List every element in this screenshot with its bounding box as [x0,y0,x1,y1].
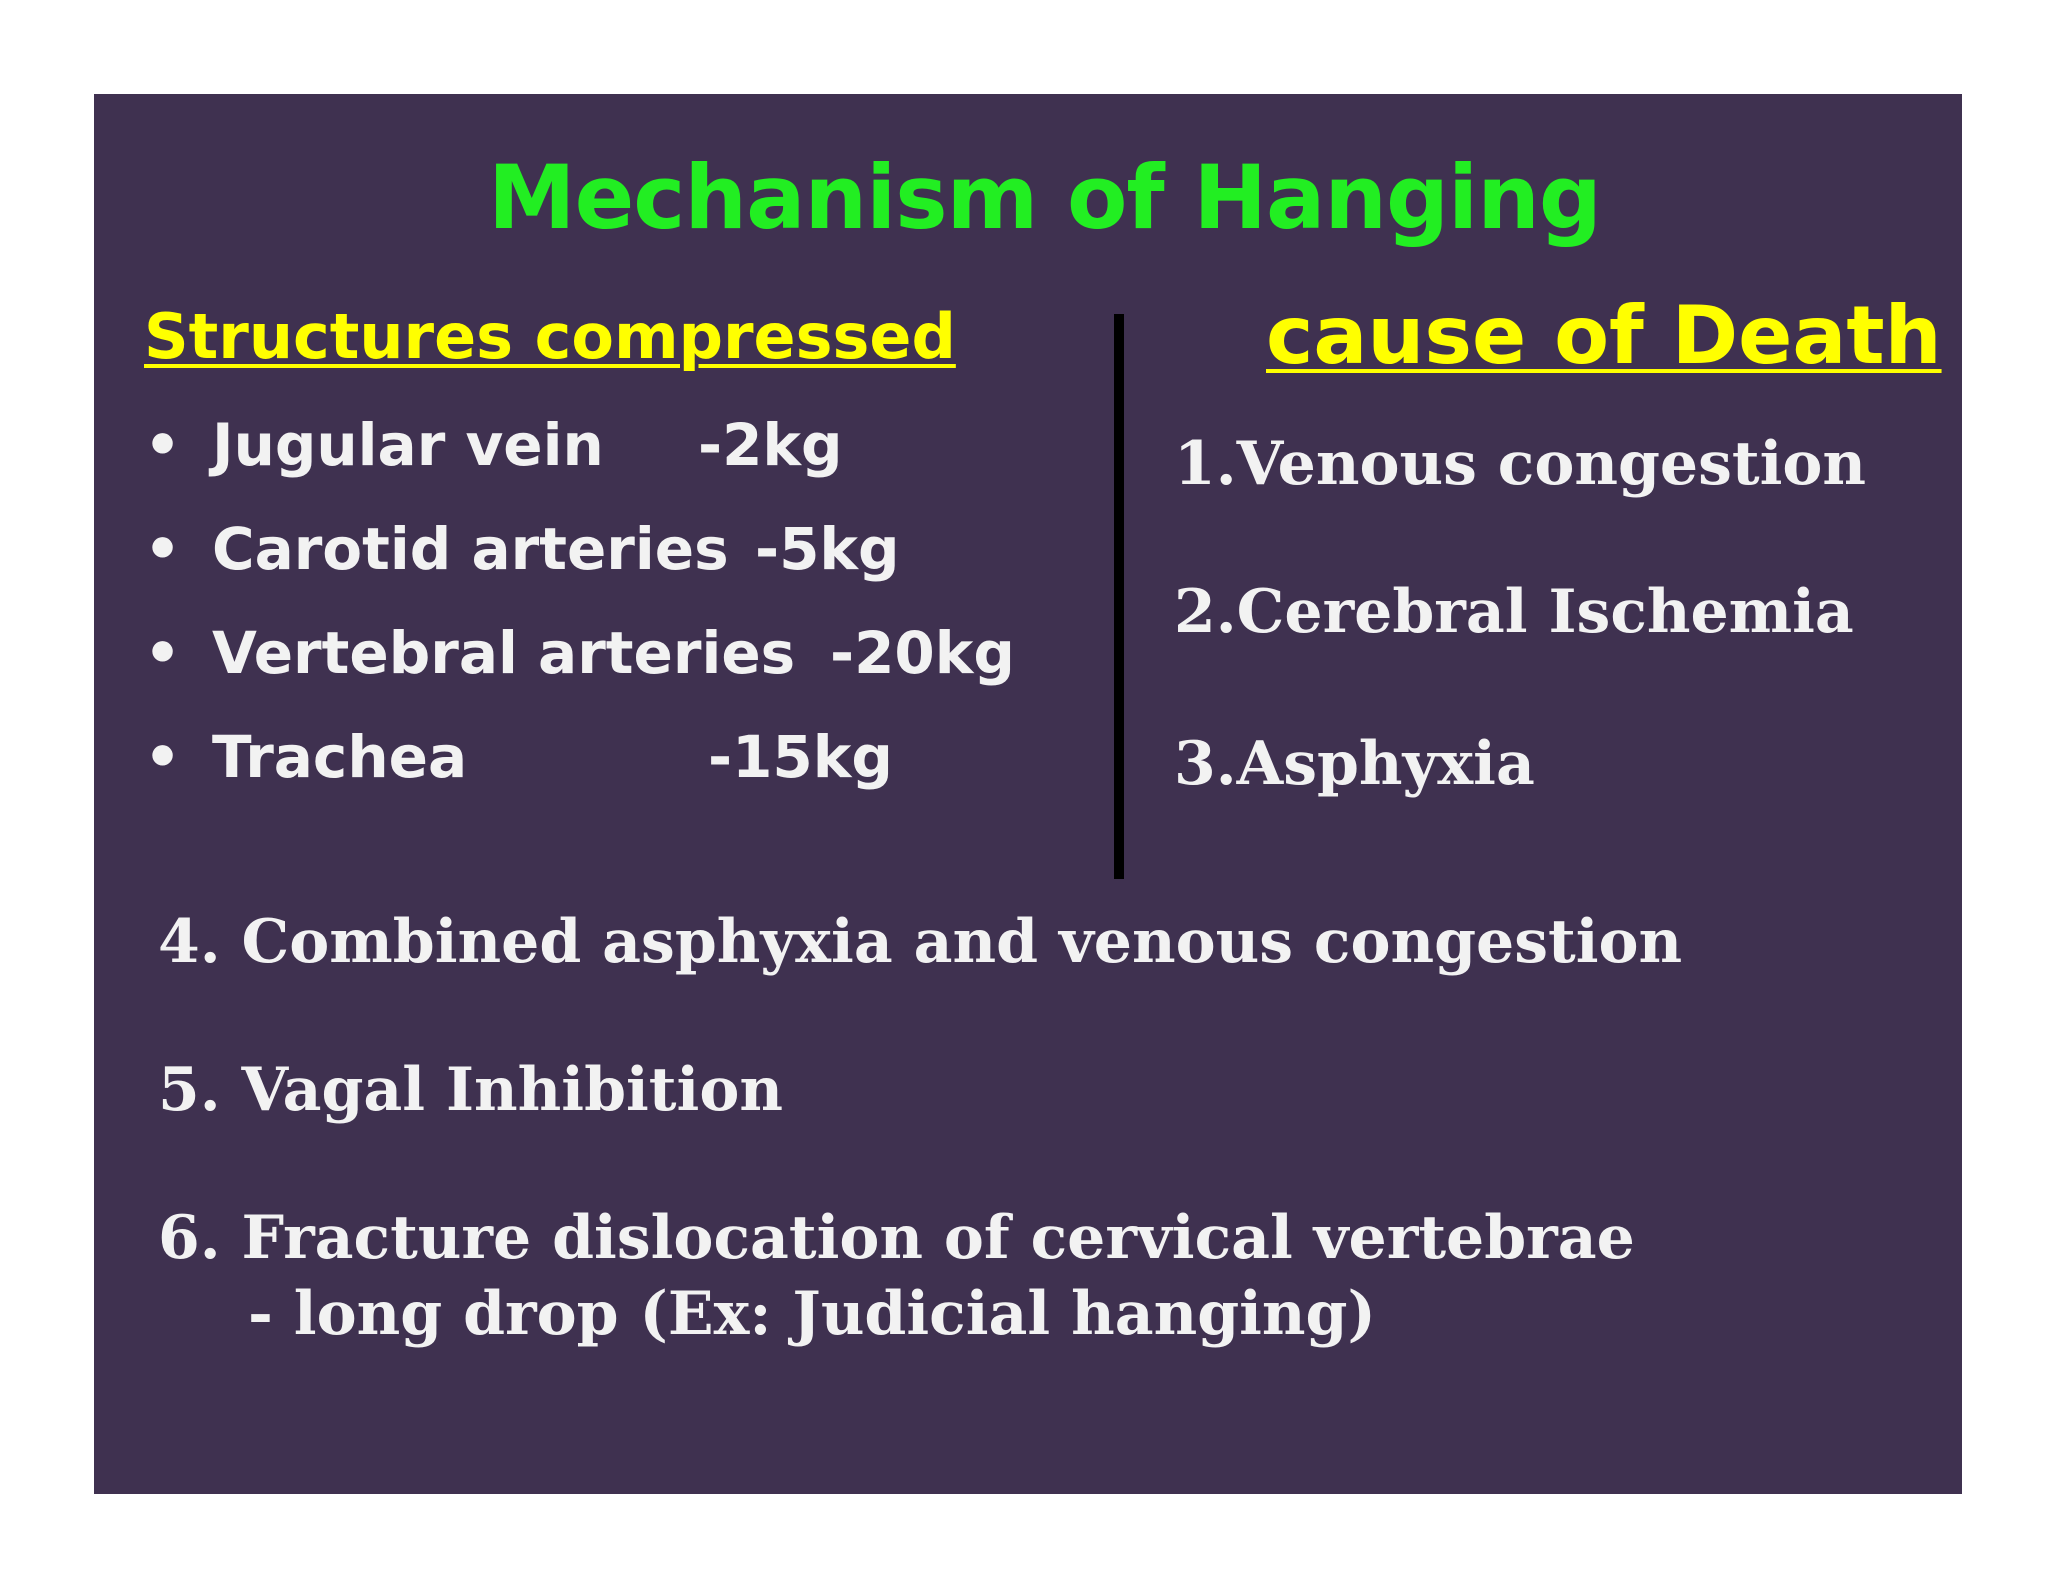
structure-weight: -15kg [708,723,893,791]
cause-item: 3.Asphyxia [1174,729,1535,799]
structure-weight: -5kg [755,515,900,583]
slide [94,94,1962,1494]
structure-name: Trachea [212,723,468,791]
bullet-icon: • [144,515,182,583]
additional-cause-item: 5. Vagal Inhibition [158,1055,783,1125]
bullet-icon: • [144,411,182,479]
bullet-icon: • [144,619,182,687]
cause-of-death-heading: cause of Death [1266,289,1942,382]
structure-name: Vertebral arteries [212,619,796,687]
additional-cause-detail: - long drop (Ex: Judicial hanging) [248,1279,1376,1349]
structures-heading: Structures compressed [144,300,956,373]
column-divider [1114,314,1124,879]
cause-item: 1.Venous congestion [1174,429,1867,499]
bullet-icon: • [144,723,182,791]
additional-cause-item: 6. Fracture dislocation of cervical vertebrae [158,1203,1635,1273]
cause-item: 2.Cerebral Ischemia [1174,577,1854,647]
additional-cause-item: 4. Combined asphyxia and venous congestion [158,907,1683,977]
structure-weight: -20kg [830,619,1015,687]
structure-weight: -2kg [698,411,843,479]
structure-name: Carotid arteries [212,515,729,583]
slide-title: Mechanism of Hanging [488,146,1601,249]
structure-name: Jugular vein [212,411,604,479]
